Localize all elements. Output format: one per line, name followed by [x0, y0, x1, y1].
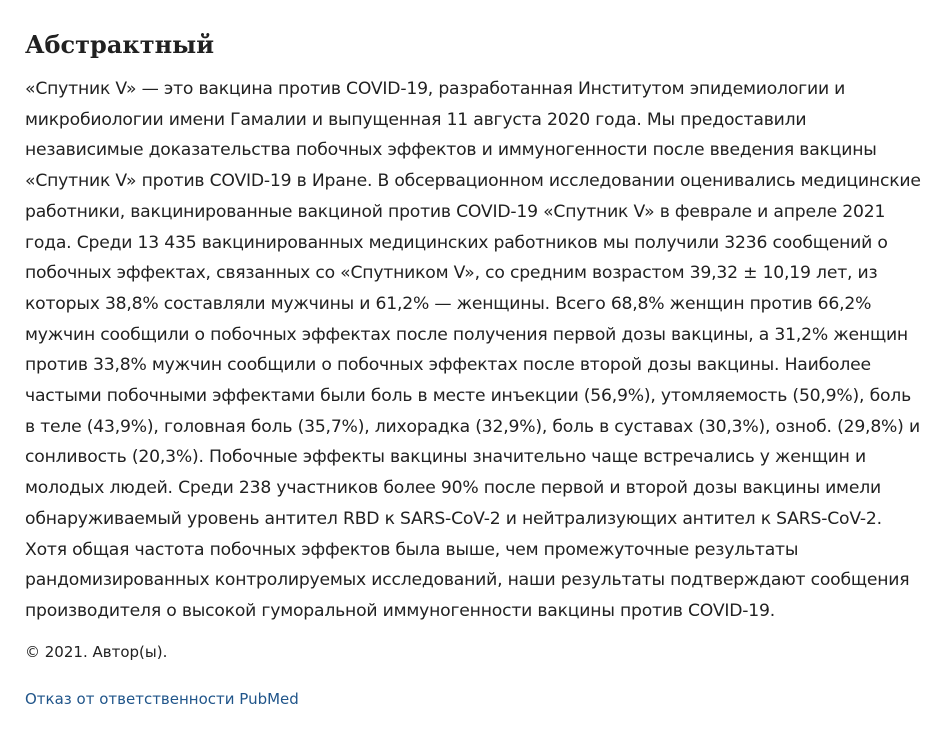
copyright-notice: © 2021. Автор(ы).	[25, 642, 168, 661]
abstract-heading: Абстрактный	[25, 30, 214, 59]
abstract-text: «Спутник V» — это вакцина против COVID-19, разработанная Институтом эпидемиологии и микробиологии имени Гамалии и выпущенная 11 августа 2020 года. Мы предоставили независимые доказательства побочных эффектов и иммуногенности после введения вакцины «Спутник V» против COVID-19 в Иране. В обсервационном исследовании оценивались медицинские работники, вакцинированные вакциной против COVID-19 «Спутник V» в феврале и апреле 2021 года. Среди 13 435 вакцинированных медицинских работников мы получили 3236 сообщений о побочных эффектах, связанных со «Спутником V», со средним возрастом 39,32 ± 10,19 лет, из которых 38,8% составляли мужчины и 61,2% — женщины. Всего 68,8% женщин против 66,2% мужчин сообщили о побочных эффектах после получения первой дозы вакцины, а 31,2% женщин против 33,8% мужчин сообщили о побочных эффектах после второй дозы вакцины. Наиболее частыми побочными эффектами были боль в месте инъекции (56,9%), утомляемость (50,9%), боль в теле (43,9%), головная боль (35,7%), лихорадка (32,9%), боль в суставах (30,3%), озноб. (29,8%) и сонливость (20,3%). Побочные эффекты вакцины значительно чаще встречались у женщин и молодых людей. Среди 238 участников более 90% после первой и второй дозы вакцины имели обнаруживаемый уровень антител RBD к SARS-CoV-2 и нейтрализующих антител к SARS-CoV-2. Хотя общая частота побочных эффектов была выше, чем промежуточные результаты рандомизированных контролируемых исследований, наши результаты подтверждают сообщения производителя о высокой гуморальной иммуногенности вакцины против COVID-19.	[25, 79, 921, 621]
pubmed-disclaimer-link[interactable]: Отказ от ответственности PubMed	[25, 689, 299, 708]
